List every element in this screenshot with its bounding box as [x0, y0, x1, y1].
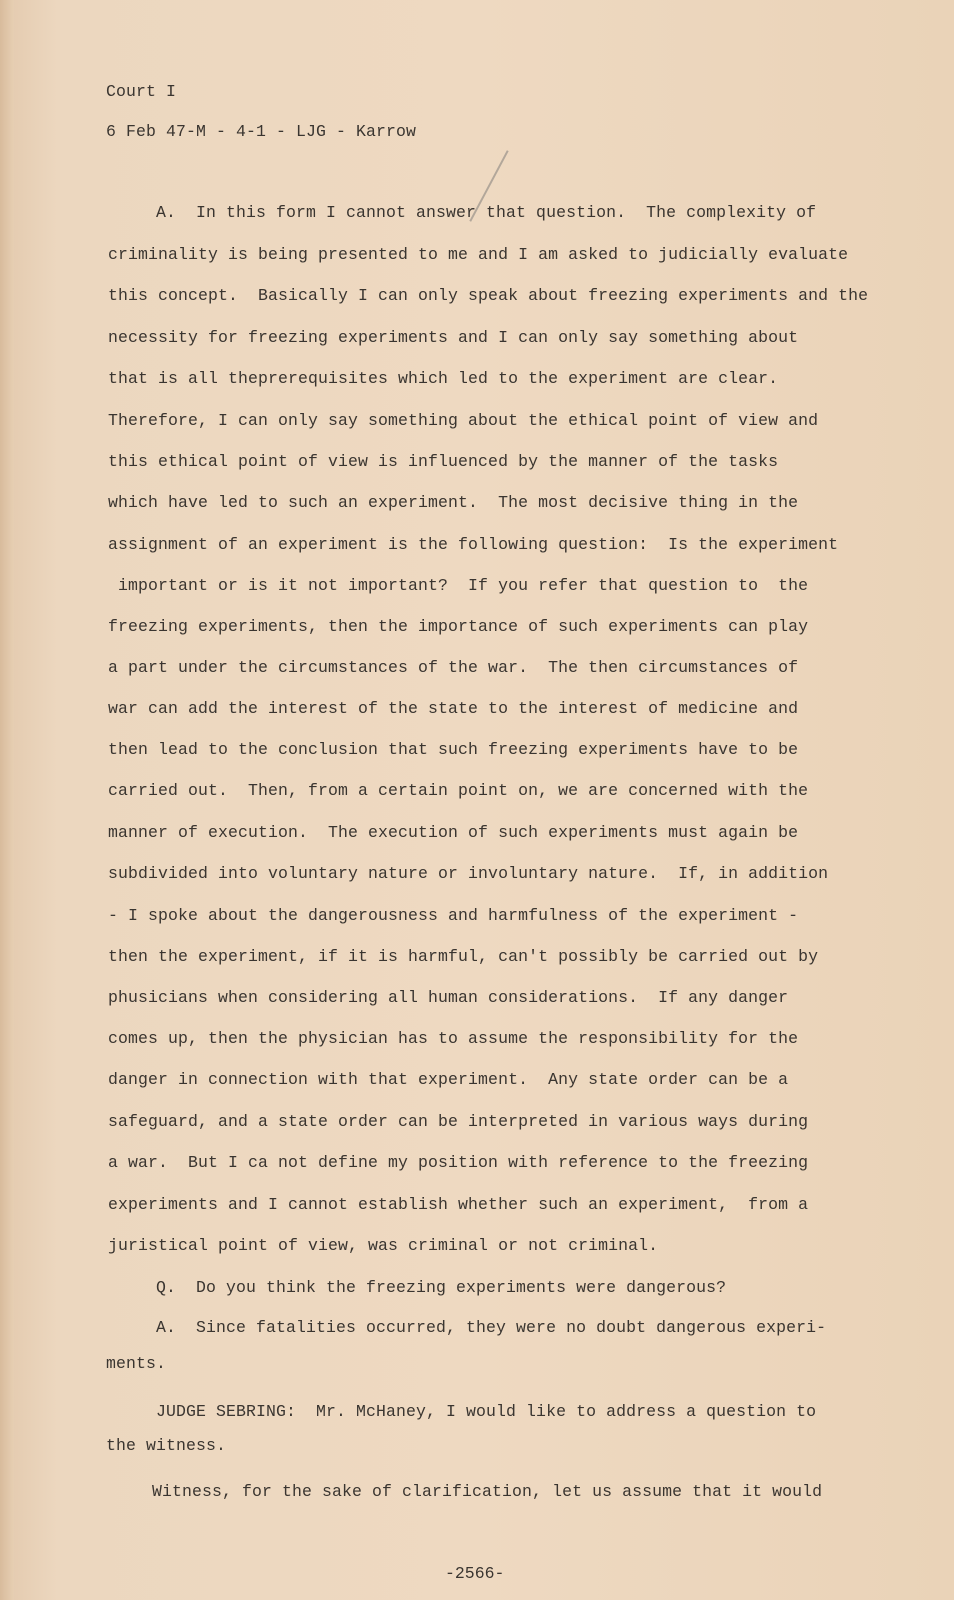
- page-edge: [0, 0, 14, 1600]
- transcript-line: manner of execution. The execution of such experiments must again be: [108, 823, 799, 842]
- transcript-line: carried out. Then, from a certain point on, we are concerned with the: [108, 781, 809, 800]
- transcript-line: phusicians when considering all human considerations. If any danger: [108, 988, 789, 1007]
- transcript-line: juristical point of view, was criminal or not criminal.: [108, 1236, 659, 1255]
- transcript-line: Q. Do you think the freezing experiments were dangerous?: [156, 1278, 727, 1297]
- transcript-line: JUDGE SEBRING: Mr. McHaney, I would like to address a question to: [156, 1402, 817, 1421]
- transcript-line: necessity for freezing experiments and I can only say something about: [108, 328, 799, 347]
- court-label: Court I: [106, 82, 177, 101]
- transcript-line: the witness.: [106, 1436, 227, 1455]
- transcript-line: A. Since fatalities occurred, they were no doubt dangerous experi-: [156, 1318, 827, 1337]
- transcript-line: A. In this form I cannot answer that question. The complexity of: [156, 203, 817, 222]
- transcript-line: danger in connection with that experiment. Any state order can be a: [108, 1070, 789, 1089]
- transcript-line: assignment of an experiment is the following question: Is the experiment: [108, 535, 839, 554]
- transcript-line: criminality is being presented to me and I am asked to judicially evaluate: [108, 245, 849, 264]
- transcript-line: subdivided into voluntary nature or involuntary nature. If, in addition: [108, 864, 829, 883]
- transcript-line: a part under the circumstances of the war. The then circumstances of: [108, 658, 799, 677]
- transcript-line: this concept. Basically I can only speak about freezing experiments and the: [108, 286, 869, 305]
- transcript-line: this ethical point of view is influenced by the manner of the tasks: [108, 452, 779, 471]
- transcript-line: war can add the interest of the state to the interest of medicine and: [108, 699, 799, 718]
- transcript-line: that is all theprerequisites which led to the experiment are clear.: [108, 369, 779, 388]
- transcript-line: then the experiment, if it is harmful, can't possibly be carried out by: [108, 947, 819, 966]
- transcript-line: experiments and I cannot establish whether such an experiment, from a: [108, 1195, 809, 1214]
- transcript-line: then lead to the conclusion that such freezing experiments have to be: [108, 740, 799, 759]
- transcript-line: comes up, then the physician has to assume the responsibility for the: [108, 1029, 799, 1048]
- transcript-line: which have led to such an experiment. The most decisive thing in the: [108, 493, 799, 512]
- transcript-line: Witness, for the sake of clarification, let us assume that it would: [152, 1482, 823, 1501]
- transcript-line: safeguard, and a state order can be interpreted in various ways during: [108, 1112, 809, 1131]
- transcript-line: a war. But I ca not define my position with reference to the freezing: [108, 1153, 809, 1172]
- transcript-line: important or is it not important? If you refer that question to the: [108, 576, 809, 595]
- transcript-line: Therefore, I can only say something about the ethical point of view and: [108, 411, 819, 430]
- transcript-line: freezing experiments, then the importance of such experiments can play: [108, 617, 809, 636]
- transcript-line: - I spoke about the dangerousness and harmfulness of the experiment -: [108, 906, 799, 925]
- transcript-line: ments.: [106, 1354, 167, 1373]
- page-number: -2566-: [445, 1564, 505, 1583]
- session-label: 6 Feb 47-M - 4-1 - LJG - Karrow: [106, 122, 417, 141]
